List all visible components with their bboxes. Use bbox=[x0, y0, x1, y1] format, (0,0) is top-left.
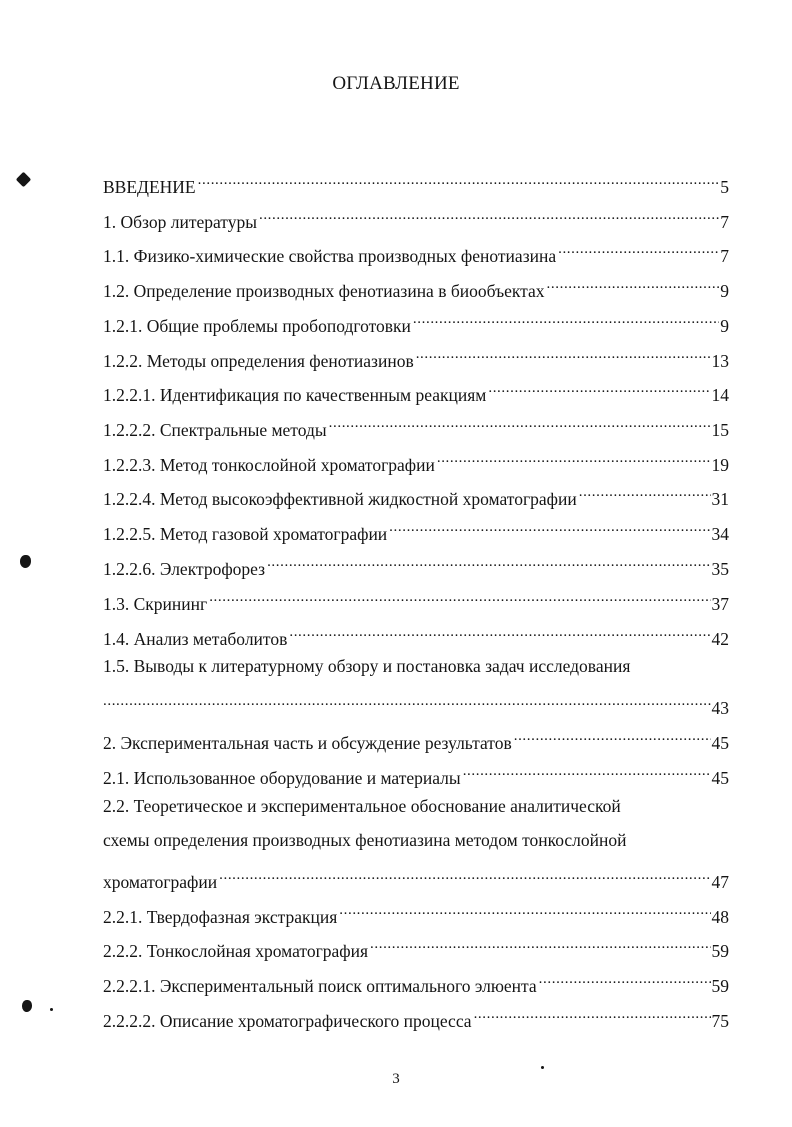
toc-page-number: 42 bbox=[711, 629, 729, 649]
toc-page-number: 45 bbox=[711, 733, 729, 753]
scan-dot-icon bbox=[541, 1066, 544, 1069]
dot-leader bbox=[289, 619, 710, 645]
toc-entry-2-2-line-1[interactable]: 2.2. Теоретическое и экспериментальное обоснование аналитической bbox=[103, 796, 621, 816]
toc-entry-text: 2.2.2.2. Описание хроматографического процесса bbox=[103, 1011, 472, 1031]
dot-leader bbox=[558, 236, 719, 262]
dot-leader bbox=[329, 410, 711, 436]
toc-page-number: 13 bbox=[711, 351, 729, 371]
toc-page-number: 48 bbox=[711, 907, 729, 927]
toc-entry-text: 1.3. Скрининг bbox=[103, 594, 208, 614]
toc-entry-text: 1.2.2. Методы определения фенотиазинов bbox=[103, 351, 414, 371]
toc-page-number: 37 bbox=[711, 594, 729, 614]
toc-entry-text: 1.2.2.3. Метод тонкослойной хроматографии bbox=[103, 455, 435, 475]
toc-entry-1-1[interactable] bbox=[103, 236, 729, 266]
dot-leader bbox=[514, 723, 711, 749]
dot-leader bbox=[370, 931, 710, 957]
toc-entry-1-2-2-6[interactable] bbox=[103, 549, 729, 579]
toc-page-number: 45 bbox=[711, 768, 729, 788]
toc-page-number: 7 bbox=[720, 246, 729, 266]
toc-entry-text: 1.2. Определение производных фенотиазина в биообъектах bbox=[103, 281, 545, 301]
dot-leader bbox=[339, 897, 710, 923]
toc-page-number: 9 bbox=[720, 281, 729, 301]
toc-entry-1-3[interactable] bbox=[103, 584, 729, 614]
toc-entry-1-2-2-3[interactable] bbox=[103, 445, 729, 475]
toc-entry-text: 1.4. Анализ метаболитов bbox=[103, 629, 288, 649]
toc-page-number: 5 bbox=[720, 177, 729, 197]
toc-page-number: 14 bbox=[711, 385, 729, 405]
dot-leader bbox=[259, 202, 719, 228]
toc-page-number: 35 bbox=[711, 559, 729, 579]
toc-page-number: 9 bbox=[720, 316, 729, 336]
dot-leader bbox=[547, 271, 720, 297]
toc-page-number: 59 bbox=[711, 941, 729, 961]
dot-leader bbox=[219, 862, 710, 888]
toc-page-number: 75 bbox=[711, 1011, 729, 1031]
toc-entry-text: хроматографии bbox=[103, 872, 218, 892]
toc-entry-1-5-text[interactable]: 1.5. Выводы к литературному обзору и постановка задач исследования bbox=[103, 656, 631, 676]
dot-leader bbox=[579, 479, 711, 505]
toc-page-number: 34 bbox=[711, 524, 729, 544]
toc-entry-text: 1.1. Физико-химические свойства производных фенотиазина bbox=[103, 246, 557, 266]
toc-page-number: 43 bbox=[711, 698, 729, 718]
toc-entry-text: 1.2.2.4. Метод высокоэффективной жидкостной хроматографии bbox=[103, 489, 577, 509]
toc-entry-1-2-1[interactable] bbox=[103, 306, 729, 336]
dot-leader bbox=[198, 167, 720, 193]
toc-entry-1-2-2-4[interactable] bbox=[103, 479, 729, 509]
toc-entry-text: 2.2.1. Твердофазная экстракция bbox=[103, 907, 338, 927]
toc-page-number: 47 bbox=[711, 872, 729, 892]
toc-entry-2-2-2-1[interactable] bbox=[103, 966, 729, 996]
toc-entry-1-2-2[interactable] bbox=[103, 341, 729, 371]
dot-leader bbox=[413, 306, 719, 332]
toc-page-number: 59 bbox=[711, 976, 729, 996]
toc-entry-1-2[interactable] bbox=[103, 271, 729, 301]
scan-dot-icon bbox=[50, 1008, 53, 1011]
toc-entry-1-5-leader-row[interactable] bbox=[103, 688, 729, 718]
toc-entry-1[interactable] bbox=[103, 202, 729, 232]
toc-entry-text: 1.2.2.6. Электрофорез bbox=[103, 559, 266, 579]
toc-entry-text: 2. Экспериментальная часть и обсуждение результатов bbox=[103, 733, 512, 753]
dot-leader bbox=[488, 375, 710, 401]
dot-leader bbox=[463, 758, 711, 784]
page-number: 3 bbox=[392, 1071, 400, 1087]
toc-entry-2-1[interactable] bbox=[103, 758, 729, 788]
toc-page-number: 7 bbox=[720, 212, 729, 232]
toc-entry-text: 1.2.2.5. Метод газовой хроматографии bbox=[103, 524, 388, 544]
page-title: ОГЛАВЛЕНИЕ bbox=[332, 73, 460, 94]
toc-entry-text: 2.1. Использованное оборудование и материалы bbox=[103, 768, 461, 788]
toc-entry-2-2-line-3[interactable] bbox=[103, 862, 729, 892]
toc-page-number: 15 bbox=[711, 420, 729, 440]
dot-leader bbox=[103, 688, 711, 714]
dot-leader bbox=[389, 514, 710, 540]
toc-entry-2[interactable] bbox=[103, 723, 729, 753]
toc-entry-introduction[interactable] bbox=[103, 167, 729, 197]
dot-leader bbox=[437, 445, 711, 471]
toc-entry-text: 2.2.2. Тонкослойная хроматография bbox=[103, 941, 369, 961]
toc-entry-text: 1. Обзор литературы bbox=[103, 212, 257, 232]
toc-entry-1-4[interactable] bbox=[103, 619, 729, 649]
toc-page-number: 19 bbox=[711, 455, 729, 475]
toc-entry-text: 1.2.2.1. Идентификация по качественным реакциям bbox=[103, 385, 487, 405]
toc-entry-text: 1.2.1. Общие проблемы пробоподготовки bbox=[103, 316, 411, 336]
dot-leader bbox=[209, 584, 710, 610]
toc-entry-2-2-line-2[interactable]: схемы определения производных фенотиазина методом тонкослойной bbox=[103, 830, 627, 850]
dot-leader bbox=[416, 341, 711, 367]
toc-page-number: 31 bbox=[711, 489, 729, 509]
toc-entry-text: 1.2.2.2. Спектральные методы bbox=[103, 420, 327, 440]
toc-entry-text: 2.2.2.1. Экспериментальный поиск оптимального элюента bbox=[103, 976, 537, 996]
toc-entry-2-2-2[interactable] bbox=[103, 931, 729, 961]
toc-entry-1-2-2-1[interactable] bbox=[103, 375, 729, 405]
toc-entry-2-2-1[interactable] bbox=[103, 897, 729, 927]
toc-entry-1-2-2-2[interactable] bbox=[103, 410, 729, 440]
dot-leader bbox=[539, 966, 711, 992]
dot-leader bbox=[474, 1001, 711, 1027]
dot-leader bbox=[267, 549, 710, 575]
toc-entry-2-2-2-2[interactable] bbox=[103, 1001, 729, 1031]
toc-entry-1-2-2-5[interactable] bbox=[103, 514, 729, 544]
toc-entry-text: ВВЕДЕНИЕ bbox=[103, 177, 196, 197]
